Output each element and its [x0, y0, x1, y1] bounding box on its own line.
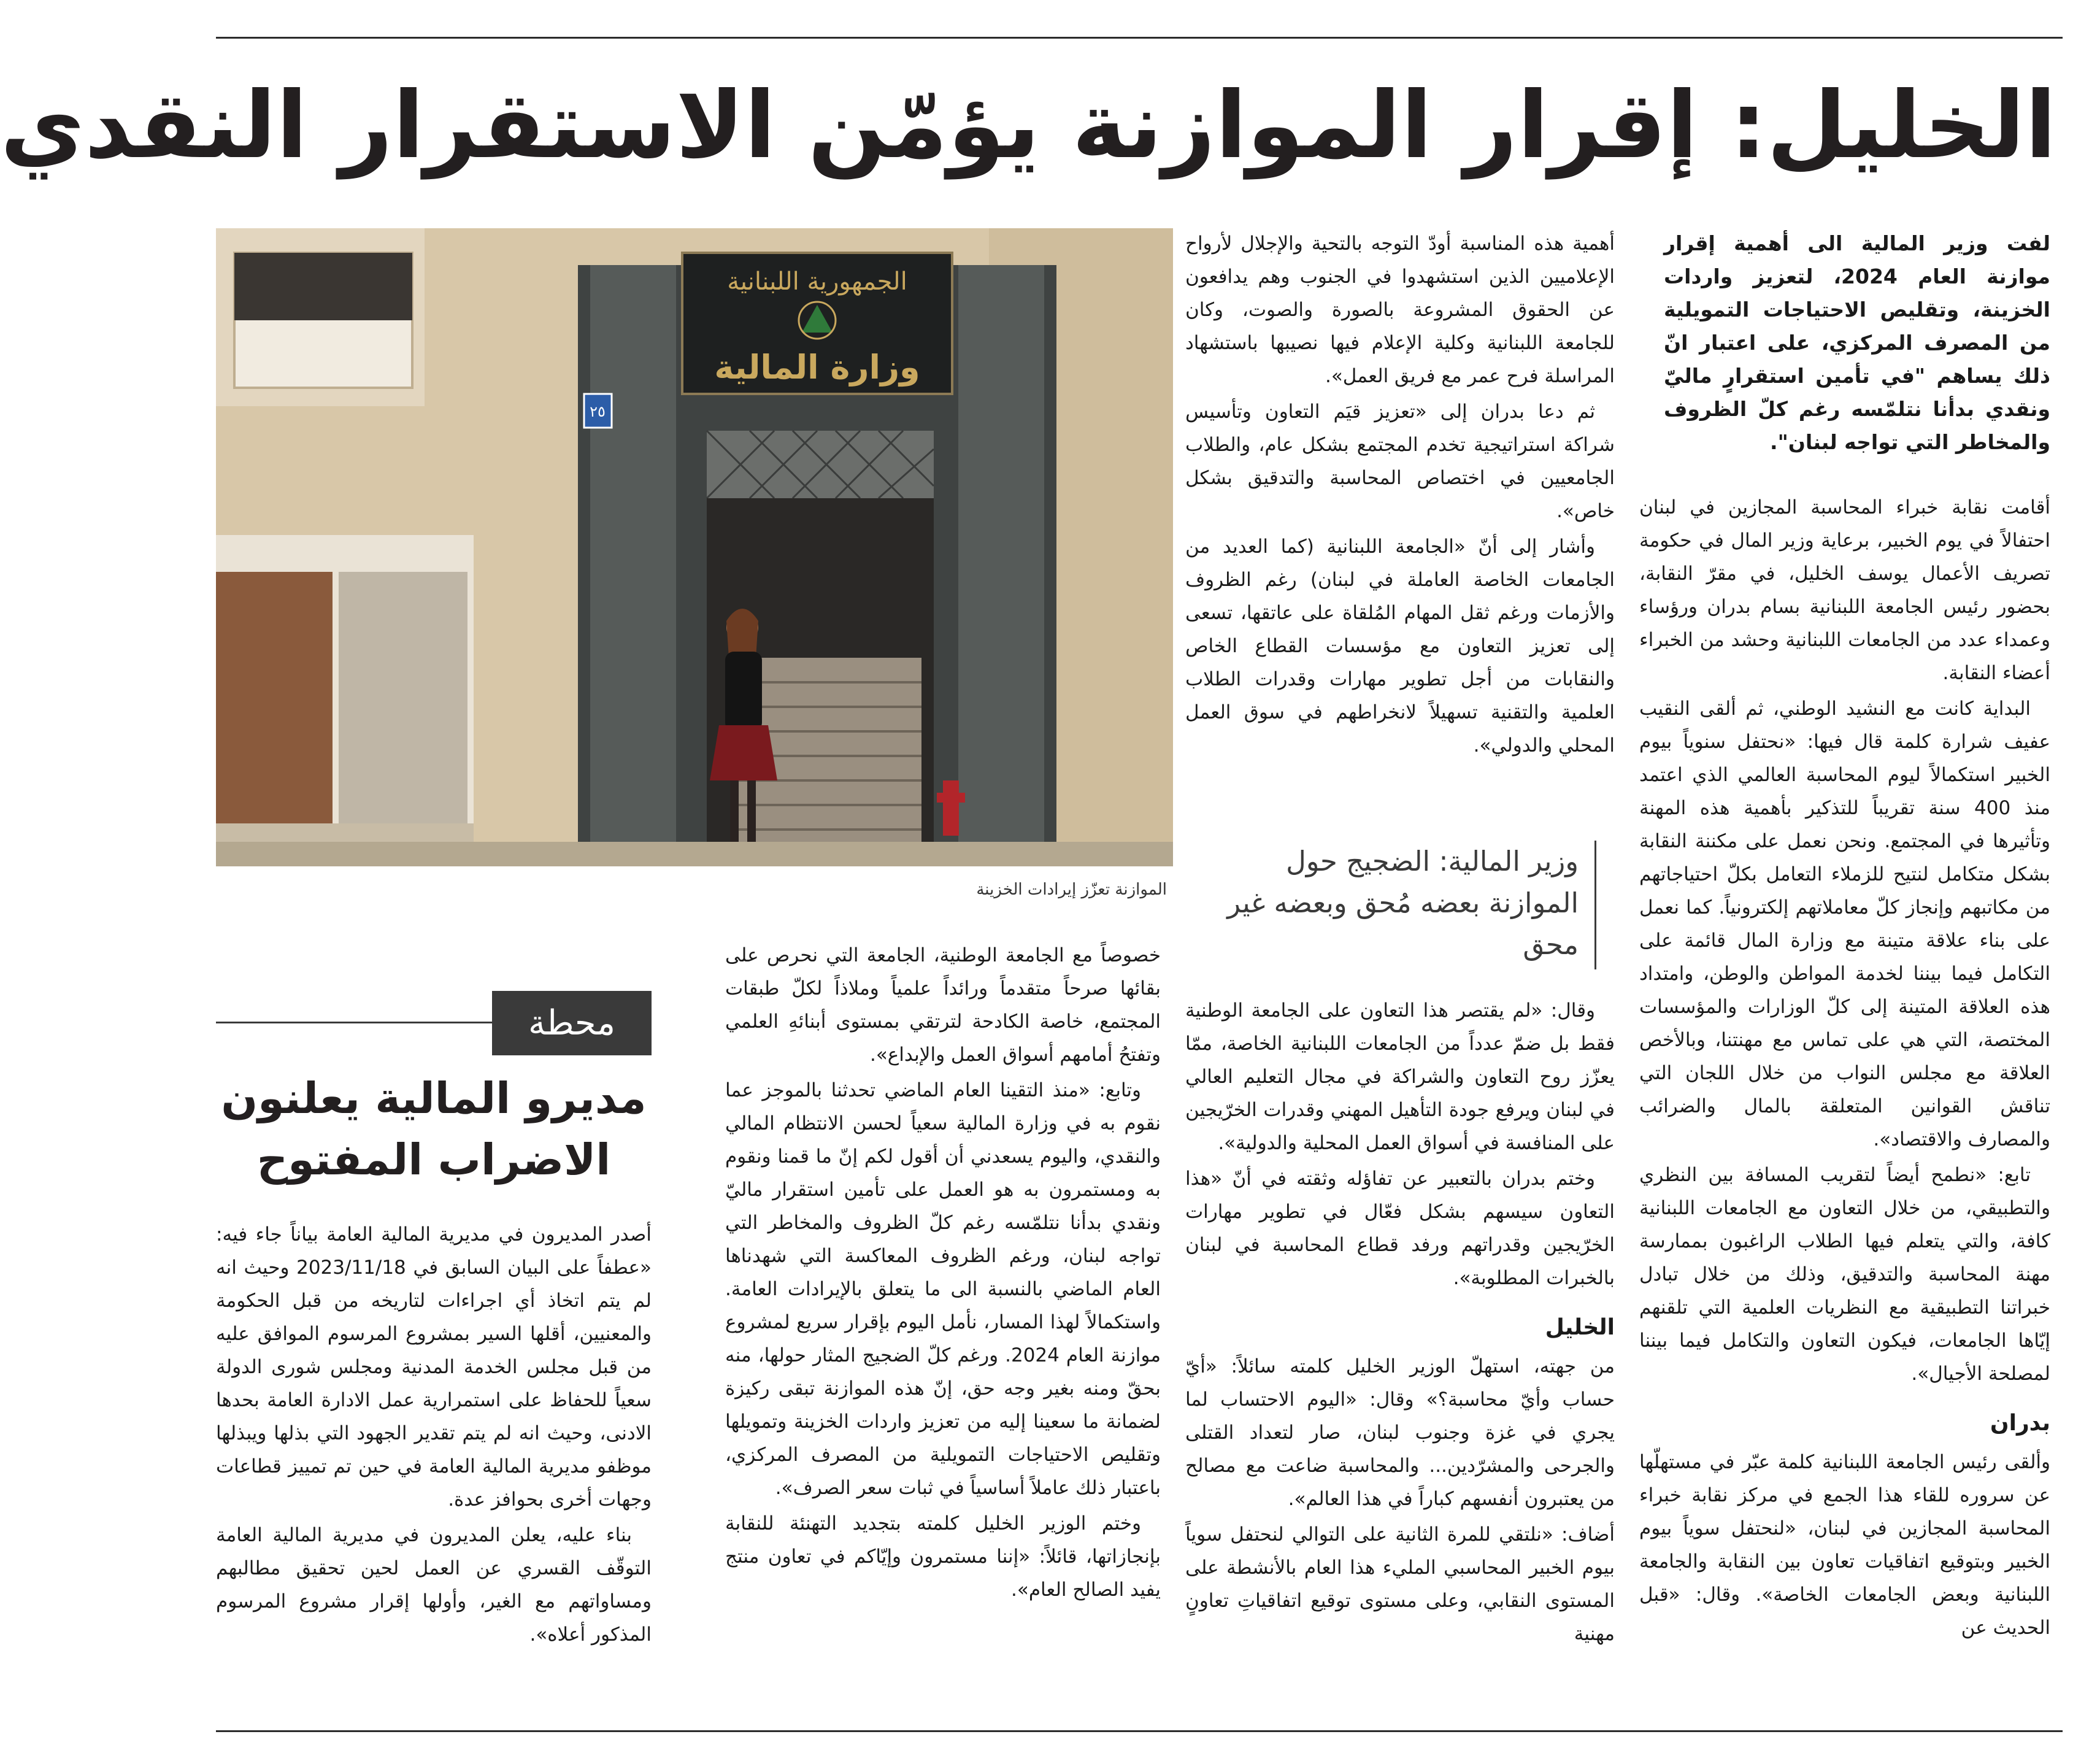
subheading-badran: بدران — [1990, 1411, 2050, 1436]
paragraph: ثم دعا بدران إلى «تعزيز قيَم التعاون وتأسيس شراكة استراتيجية تخدم المجتمع بشكل عام، والطلاب الجامعيين في اختصاص المحاسبة والتدقيق بشكل خاص». — [1185, 401, 1615, 522]
paragraph: البداية كانت مع النشيد الوطني، ثم ألقى النقيب عفيف شرارة كلمة قال فيها: «نحتفل سنوياً بيوم الخبير استكمالاً ليوم المحاسبة العالمي الذي اعتمد منذ 400 سنة تقريباً للتذكير بأهمية هذه المهنة وتأثيرها في المجتمع. ونحن نعمل على مكننة النقابة بشكل متكامل لنتيح للزملاء التعامل بكلّ احتياجاتهم من مكاتبهم وإنجاز كلّ معاملاتهم إلكترونياً. كما نعمل على بناء علاقة متينة مع وزارة المال قائمة على التكامل فيما بيننا لخدمة المواطن والوطن، وامتداد هذه العلاقة المتينة إلى كلّ الوزارات والمؤسسات المختصة، التي هي على تماس مع مهنتنا، وبالأخص العلاقة مع مجلس النواب من خلال اللجان التي تناقش القوانين المتعلقة بالمال والضرائب والمصارف والاقتصاد». — [1639, 698, 2050, 1150]
sign-line-2: وزارة المالية — [714, 348, 920, 387]
paragraph: أقامت نقابة خبراء المحاسبة المجازين في لبنان احتفالاً في يوم الخبير، برعاية وزير المال في حكومة تصريف الأعمال يوسف الخليل، في مقرّ النقابة، بحضور رئيس الجامعة اللبنانية بسام بدران ورؤساء وعمداء عدد من الجامعات اللبنانية وحشد من الخبراء أعضاء النقابة. — [1639, 496, 2050, 684]
paragraph: أهمية هذه المناسبة أودّ التوجه بالتحية والإجلال لأرواح الإعلاميين الذين استشهدوا في الجنوب وهم يدافعون عن الحقوق المشروعة بالصورة والصوت، وكان للجامعة اللبنانية وكلية الإعلام فيها نصيبها باستشهاد المراسلة فرح عمر مع فريق العمل». — [1185, 233, 1615, 387]
article-column-3 — [725, 939, 1161, 1706]
street-number-plate: ٢٥ — [590, 403, 606, 420]
sidebar-column — [216, 1218, 652, 1706]
photo-caption: الموازنة تعزّز إيرادات الخزينة — [976, 880, 1167, 899]
article-column-2-top — [1185, 227, 1615, 828]
paragraph: وأشار إلى أنّ «الجامعة اللبنانية (كما العديد من الجامعات الخاصة العاملة في لبنان) رغم الظروف والأزمات ورغم ثقل المهام المُلقاة على عاتقها، تسعى إلى تعزيز التعاون مع مؤسسات القطاع الخاص والنقابات من أجل تطوير مهارات وقدرات الطلاب العلمية والتقنية تسهيلاً لانخراطهم في سوق العمل المحلي والدولي». — [1185, 536, 1615, 757]
paragraph: من جهته، استهلّ الوزير الخليل كلمته سائلاً: «أيّ حساب وأيّ محاسبة؟» وقال: «اليوم الاحتساب لما يجري في غزة وجنوب لبنان، صار لتعداد القتلى والجرحى والمشرّدين... والمحاسبة ضاعت مع مصالح من يعتبرون أنفسهم كباراً في هذا العالم». — [1185, 1355, 1615, 1510]
sidebar-headline: مديرو المالية يعلنون الاضراب المفتوح — [221, 1073, 647, 1185]
article-headline: الخليل: إقرار الموازنة يؤمّن الاستقرار النقدي — [0, 72, 2056, 179]
ministry-entrance-photo — [216, 228, 1173, 866]
station-label: محطة — [492, 991, 652, 1055]
pull-quote: وزير المالية: الضجيج حول الموازنة بعضه مُحق وبعضه غير محق — [1216, 841, 1596, 969]
subheading-khalil: الخليل — [1545, 1315, 1615, 1340]
photo-illustration — [216, 228, 1173, 866]
bottom-rule — [216, 1730, 2063, 1732]
article-lead: لفت وزير المالية الى أهمية إقرار موازنة العام 2024، لتعزيز واردات الخزينة، وتقليص الاحتياجات التمويلية من المصرف المركزي، على اعتبار انّ ذلك يساهم "في تأمين استقرارٍ ماليّ ونقدي بدأنا نتلمّسه رغم كلّ الظروف والمخاطر التي تواجه لبنان". — [1664, 231, 2050, 454]
paragraph: تابع: «نطمح أيضاً لتقريب المسافة بين النظري والتطبيقي، من خلال التعاون مع الجامعات اللبنانية كافة، والتي يتعلم فيها الطلاب الراغبون بممارسة مهنة المحاسبة والتدقيق، وذلك من خلال تبادل خبراتنا التطبيقية مع النظريات العلمية التي تلقنهم إيّاها الجامعات، فيكون التعاون والتكامل فيما بيننا لمصلحة الأجيال». — [1639, 1164, 2050, 1385]
sidebar-rule — [216, 1022, 492, 1023]
paragraph: أصدر المديرون في مديرية المالية العامة بياناً جاء فيه: «عطفاً على البيان السابق في 2023/11/18 وحيث انه لم يتم اتخاذ أي اجراءات لتاريخه من قبل الحكومة والمعنيين، أقلها السير بمشروع المرسوم الموافق عليه من قبل مجلس الخدمة المدنية ومجلس شورى الدولة سعياً للحفاظ على استمرارية عمل الادارة العامة بحدها الادنى، وحيث انه لم يتم تقدير الجهود التي بذلها ويبذلها موظفو مديرية المالية العامة في حين تم تمييز قطاعات وجهات أخرى بحوافز عدة. — [216, 1223, 652, 1511]
paragraph: وألقى رئيس الجامعة اللبنانية كلمة عبّر في مستهلّها عن سروره للقاء هذا الجمع في مركز نقابة خبراء المحاسبة المجازين في لبنان، «لنحتفل سوياً بيوم الخبير وبتوقيع اتفاقيات تعاون بين النقابة والجامعة اللبنانية وبعض الجامعات الخاصة». وقال: «قبل الحديث عن — [1639, 1451, 2050, 1639]
article-column-2-bottom — [1185, 994, 1615, 1706]
paragraph: وختم الوزير الخليل كلمته بتجديد التهنئة للنقابة بإنجازاتها، قائلاً: «إننا مستمرون وإيّاكم في تعاون منتج يفيد الصالح العام». — [725, 1512, 1161, 1601]
paragraph: أضاف: «نلتقي للمرة الثانية على التوالي لنحتفل سوياً بيوم الخبير المحاسبي المليء هذا العام بالأنشطة على المستوى النقابي، وعلى مستوى توقيع اتفاقياتِ تعاونٍ مهنية — [1185, 1523, 1615, 1645]
paragraph: خصوصاً مع الجامعة الوطنية، الجامعة التي نحرص على بقائها صرحاً متقدماً ورائداً علمياً وملاذاً لكلّ طبقات المجتمع، خاصة الكادحة لترتقي بمستوى أبنائهِ العلمي وتفتحُ أمامهم أسواق العمل والإبداع». — [725, 944, 1161, 1066]
article-column-1 — [1639, 491, 2050, 1706]
top-rule — [216, 37, 2063, 39]
paragraph: وتابع: «منذ التقينا العام الماضي تحدثنا بالموجز عما نقوم به في وزارة المالية سعياً لحسن الانتظام المالي والنقدي، واليوم يسعدني أن أقول لكم إنّ ما قمنا ونقوم به ومستمرون به هو العمل على تأمين استقرار ماليّ ونقدي بدأنا نتلمّسه رغم كلّ الظروف والمخاطر التي تواجه لبنان، ورغم الظروف المعاكسة التي شهدناها العام الماضي بالنسبة الى ما يتعلق بالإيرادات العامة. واستكمالاً لهذا المسار، نأمل اليوم بإقرار سريع لمشروع موازنة العام 2024. ورغم كلّ الضجيج المثار حولها، منه بحقّ ومنه بغير وجه حق، إنّ هذه الموازنة تبقى ركيزة لضمانة ما سعينا إليه من تعزيز واردات الخزينة وتمويلها وتقليص الاحتياجات التمويلية من المصرف المركزي، باعتبار ذلك عاملاً أساسياً في ثبات سعر الصرف». — [725, 1079, 1161, 1499]
sign-line-1: الجمهورية اللبنانية — [727, 268, 907, 296]
paragraph: بناء عليه، يعلن المديرون في مديرية المالية العامة التوقّف القسري عن العمل لحين تحقيق مطالبهم ومساواتهم مع الغير، وأولها إقرار مشروع المرسوم المذكور أعلاه». — [216, 1524, 652, 1646]
paragraph: وختم بدران بالتعبير عن تفاؤله وثقته في أنّ «هذا التعاون سيسهم بشكل فعّال في تطوير مهارات الخرّيجين وقدراتهم ورفد قطاع المحاسبة في لبنان بالخبرات المطلوبة». — [1185, 1168, 1615, 1289]
paragraph: وقال: «لم يقتصر هذا التعاون على الجامعة الوطنية فقط بل ضمّ عدداً من الجامعات اللبنانية الخاصة، ممّا يعزّز روح التعاون والشراكة في مجال التعليم العالي في لبنان ويرفع جودة التأهيل المهني وقدرات الخرّيجين على المنافسة في أسواق العمل المحلية والدولية». — [1185, 999, 1615, 1154]
